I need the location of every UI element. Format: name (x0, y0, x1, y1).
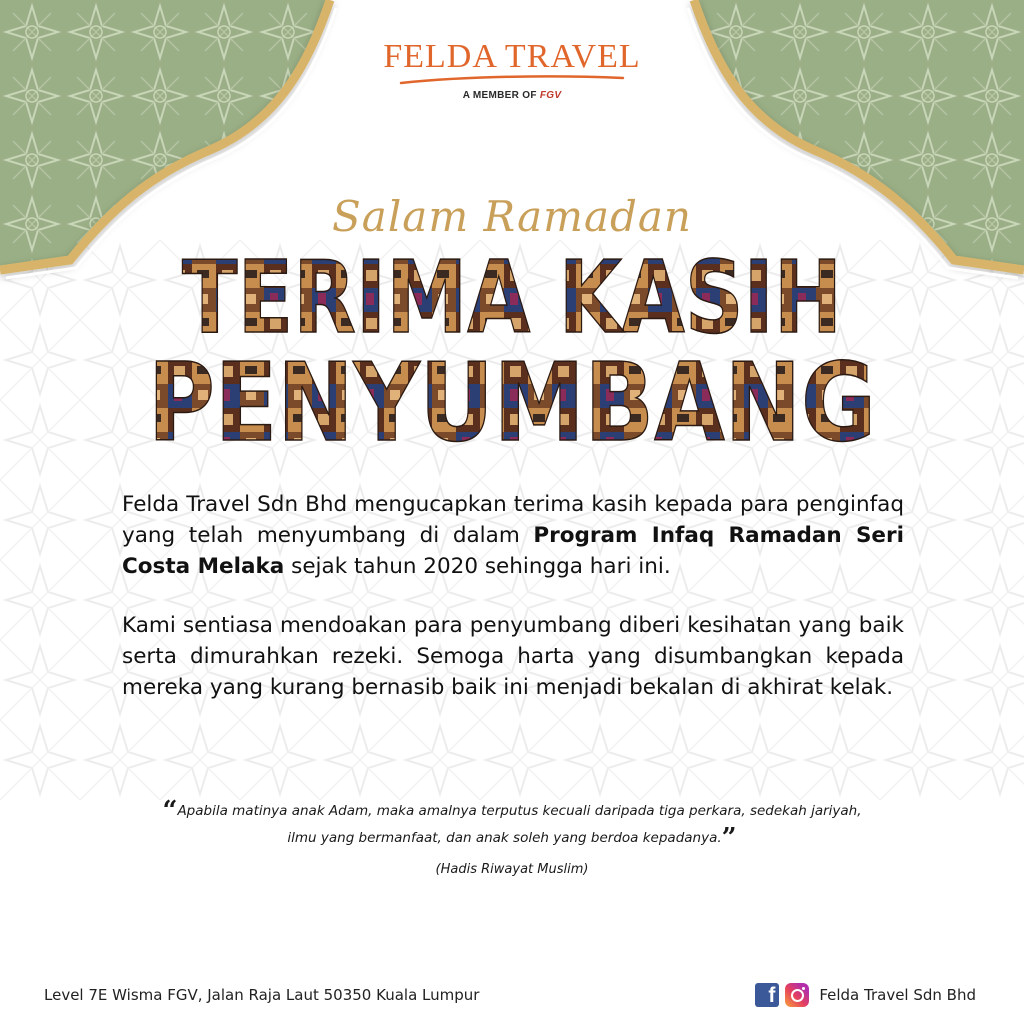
hadith-quote (160, 798, 864, 852)
brand-name: FELDA TRAVEL (383, 38, 641, 75)
quote-open-mark: “ (162, 796, 178, 826)
brand-member-line (0, 90, 1024, 101)
headline-line2: PENYUMBANG (148, 341, 876, 450)
brand-logo (0, 38, 1024, 101)
footer-address: Level 7E Wisma FGV, Jalan Raja Laut 50350 Kuala Lumpur (44, 986, 480, 1004)
quote-text: Apabila matinya anak Adam, maka amalnya terputus kecuali daripada tiga perkara, sedekah jariyah, ilmu yang bermanfaat, dan anak soleh yang berdoa kepadanya. (177, 803, 862, 846)
brand-member-fgv: FGV (539, 90, 562, 101)
instagram-icon[interactable] (785, 983, 809, 1007)
paragraph-prayer: Kami sentiasa mendoakan para penyumbang diberi kesihatan yang baik serta dimurahkan rezeki. Semoga harta yang disumbangkan kepada mereka yang kurang bernasib baik ini menjadi bekalan di akhirat kelak. (122, 613, 904, 700)
quote-source: (Hadis Riwayat Muslim) (435, 862, 589, 877)
greeting-title: Salam Ramadan (332, 192, 692, 241)
program-name: Program Infaq Ramadan Seri Costa Melaka (122, 523, 904, 579)
social-account-name: Felda Travel Sdn Bhd (819, 986, 976, 1004)
facebook-icon[interactable]: f (755, 983, 779, 1007)
quote-close-mark: ” (721, 823, 737, 853)
headline (0, 240, 1024, 450)
paragraph-thanks (122, 489, 904, 582)
headline-line1: TERIMA KASIH (182, 240, 842, 356)
paragraph-thanks-start: Felda Travel Sdn Bhd mengucapkan terima kasih kepada para penginfaq yang telah menyumbang di dalam (122, 492, 904, 548)
brand-member-text: A MEMBER OF (462, 90, 540, 101)
footer-social (755, 983, 976, 1007)
paragraph-thanks-end: sejak tahun 2020 sehingga hari ini. (284, 554, 671, 579)
